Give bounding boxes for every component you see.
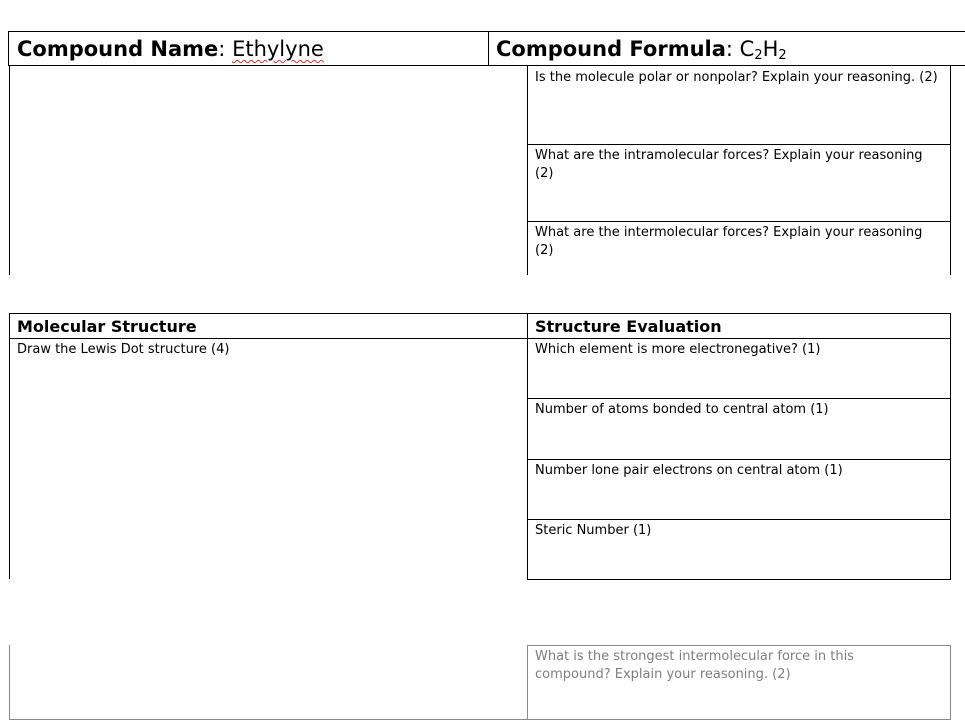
lewis-dot-prompt[interactable]: Draw the Lewis Dot structure (4) <box>17 342 230 357</box>
question-intermolecular-forces[interactable]: What are the intermolecular forces? Explain your reasoning (2) <box>535 225 923 258</box>
question-steric-number[interactable]: Steric Number (1) <box>535 523 652 538</box>
question-strongest-force[interactable]: What is the strongest intermolecular force in this compound? Explain your reasoning. (2) <box>535 649 854 682</box>
question-polarity[interactable]: Is the molecule polar or nonpolar? Explain your reasoning. (2) <box>535 70 938 85</box>
question-electronegativity[interactable]: Which element is more electronegative? (1) <box>535 342 821 357</box>
question-intramolecular-forces[interactable]: What are the intramolecular forces? Explain your reasoning (2) <box>535 148 923 181</box>
compound-name: Compound Name: Ethylyne <box>17 37 324 61</box>
compound-formula-value[interactable]: $C_2H_2$ <box>739 37 787 63</box>
question-lone-pairs[interactable]: Number lone pair electrons on central atom (1) <box>535 463 843 478</box>
compound-formula: Compound Formula: $C_2H_2$ <box>496 37 787 63</box>
structure-evaluation-title: Structure Evaluation <box>535 317 722 336</box>
compound-name-label: Compound Name <box>17 37 219 61</box>
molecular-structure-title: Molecular Structure <box>17 317 197 336</box>
compound-name-value[interactable]: Ethylyne <box>232 37 324 61</box>
question-atoms-bonded[interactable]: Number of atoms bonded to central atom (1) <box>535 402 829 417</box>
compound-formula-label: Compound Formula <box>496 37 726 61</box>
